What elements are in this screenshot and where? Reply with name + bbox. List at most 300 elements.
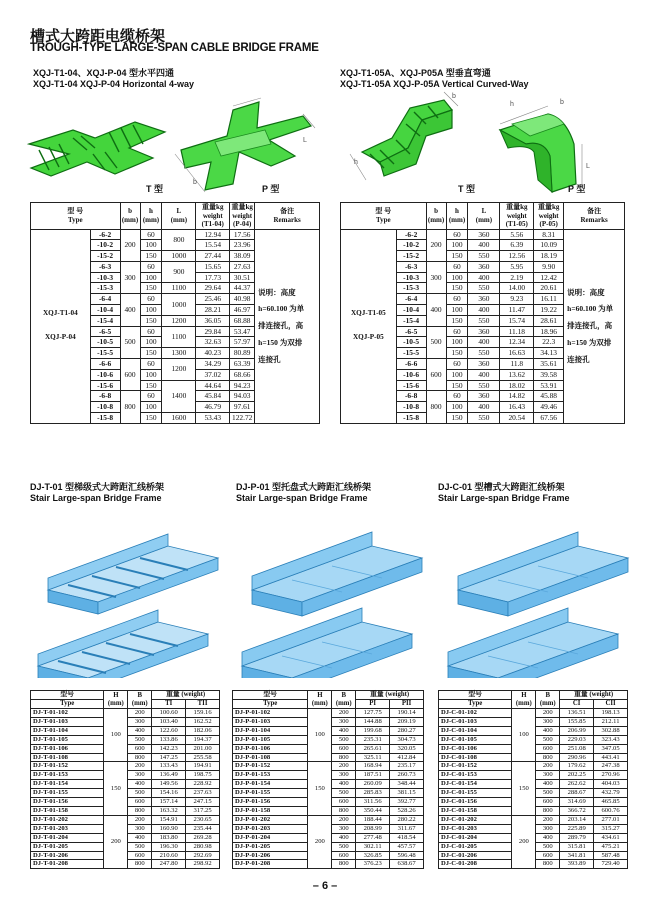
spec-code: -10-2 [396, 240, 426, 251]
bottom-B: 800 [128, 860, 152, 869]
bottom-B: 200 [332, 815, 356, 824]
bottom-weight-a: 122.60 [152, 726, 186, 735]
spec-code: -15-2 [396, 251, 426, 262]
bottom-weight-b: 465.85 [594, 798, 628, 807]
trough-tray-drawing-2 [242, 608, 412, 678]
bottom-weight-a: 290.96 [560, 753, 594, 762]
channel-tray-drawing-2 [448, 608, 618, 678]
bottom-table-p [232, 690, 424, 869]
bottom-H: 150 [104, 762, 128, 815]
svg-text:h: h [510, 101, 514, 108]
bottom-type: DJ-P-01-204 [233, 833, 308, 842]
left-spec-body [31, 229, 320, 423]
bottom-H: 100 [512, 709, 536, 762]
spec-h: 100 [446, 240, 468, 251]
bottom-weight-a: 133.43 [152, 762, 186, 771]
spec-weight-t: 5.56 [500, 229, 534, 240]
L-header: L (mm) [468, 203, 500, 230]
bottom-row [439, 815, 628, 824]
bottom-weight-b: 638.67 [390, 860, 424, 869]
spec-weight-p: 35.61 [534, 359, 564, 370]
bottom-weight-a: 144.88 [356, 717, 390, 726]
bottom-B: 400 [536, 833, 560, 842]
remark-line5: 连接孔 [258, 354, 281, 364]
spec-weight-p: 34.13 [534, 348, 564, 359]
spec-code: -15-6 [90, 380, 120, 391]
bottom-type: DJ-T-01-155 [31, 789, 104, 798]
bottom-weight-a: 314.69 [560, 798, 594, 807]
spec-weight-t: 11.18 [500, 326, 534, 337]
right-section-title [340, 68, 529, 90]
spec-weight-p: 53.47 [230, 326, 255, 337]
spec-L: 550 [468, 251, 500, 262]
bottom-type: DJ-C-01-152 [439, 762, 512, 771]
spec-b: 500 [426, 326, 446, 358]
bottom-type: DJ-C-01-106 [439, 744, 512, 753]
bottom-type: DJ-P-01-202 [233, 815, 308, 824]
bottom-weight-a: 206.99 [560, 726, 594, 735]
bottom-weight-b: 298.92 [186, 860, 220, 869]
bottom-type-header-en: Type [31, 700, 104, 709]
spec-h: 60 [140, 359, 162, 370]
spec-h: 150 [446, 283, 468, 294]
spec-L: 550 [468, 380, 500, 391]
bottom-B: 800 [332, 860, 356, 869]
bottom-B: 300 [536, 717, 560, 726]
bottom-B: 800 [536, 753, 560, 762]
spec-code: -15-8 [90, 413, 120, 424]
remark-line5: 连接孔 [567, 354, 590, 364]
spec-weight-t: 16.43 [500, 402, 534, 413]
bottom-weight-a: 229.03 [560, 735, 594, 744]
bottom-B-header: B (mm) [536, 691, 560, 709]
svg-text:h: h [354, 159, 358, 166]
spec-L: 1100 [162, 326, 196, 348]
bottom-weight-b: 280.22 [390, 815, 424, 824]
right-spec-table [340, 202, 625, 424]
bottom-type: DJ-T-01-203 [31, 824, 104, 833]
bottom-B: 300 [128, 824, 152, 833]
svg-text:b: b [452, 93, 456, 100]
spec-L: 360 [468, 229, 500, 240]
bottom-type: DJ-P-01-205 [233, 842, 308, 851]
bottom-type: DJ-C-01-202 [439, 815, 512, 824]
bottom-B: 600 [536, 744, 560, 753]
bottom-type-header-en: Type [439, 700, 512, 709]
spec-code: -10-2 [90, 240, 120, 251]
spec-weight-t: 53.43 [196, 413, 230, 424]
bottom-B-header: B (mm) [128, 691, 152, 709]
remark-line2: h=60.100 为单 [258, 304, 305, 314]
spec-h: 100 [446, 305, 468, 316]
bottom-weight-b: 235.17 [390, 762, 424, 771]
spec-h: 150 [140, 413, 162, 424]
bottom-type: DJ-P-01-153 [233, 771, 308, 780]
bottom-B: 200 [536, 815, 560, 824]
spec-row [31, 229, 320, 240]
spec-code: -10-6 [90, 369, 120, 380]
spec-L: 900 [162, 261, 196, 283]
spec-code: -10-8 [396, 402, 426, 413]
spec-weight-t: 18.02 [500, 380, 534, 391]
bottom-weight-a: 160.90 [152, 824, 186, 833]
bottom-weight-b: 270.96 [594, 771, 628, 780]
spec-h: 100 [140, 272, 162, 283]
spec-weight-p: 122.72 [230, 413, 255, 424]
spec-code: -6-5 [396, 326, 426, 337]
spec-L: 1600 [162, 413, 196, 424]
bottom-type: DJ-P-01-208 [233, 860, 308, 869]
spec-h: 150 [446, 413, 468, 424]
bottom-B: 600 [128, 798, 152, 807]
bottom-col-b-header: CII [594, 700, 628, 709]
page-title-cn: 槽式大跨距电缆桥架 [30, 28, 166, 45]
spec-type-group [341, 229, 397, 423]
spec-h: 100 [140, 305, 162, 316]
bottom-H: 150 [512, 762, 536, 815]
bottom-B: 600 [332, 744, 356, 753]
bottom-type: DJ-C-01-153 [439, 771, 512, 780]
bottom-type: DJ-T-01-105 [31, 735, 104, 744]
spec-code: -15-6 [396, 380, 426, 391]
svg-text:L: L [303, 137, 307, 144]
spec-L: 550 [468, 315, 500, 326]
spec-h: 100 [140, 240, 162, 251]
bottom-weight-a: 187.51 [356, 771, 390, 780]
type-header: 型 号 Type [341, 203, 427, 230]
left-section-title-line1: XQJ-T1-04、XQJ-P-04 型水平四通 [33, 68, 175, 78]
spec-L: 800 [162, 229, 196, 251]
spec-weight-p: 22.3 [534, 337, 564, 348]
bottom-B: 500 [128, 789, 152, 798]
spec-weight-t: 11.47 [500, 305, 534, 316]
bottom-title-c [438, 482, 570, 504]
bottom-weight-b: 269.28 [186, 833, 220, 842]
spec-L: 400 [468, 337, 500, 348]
bottom-H: 150 [308, 762, 332, 815]
bottom-H: 200 [308, 815, 332, 868]
bottom-B: 800 [332, 806, 356, 815]
bottom-weight-b: 280.27 [390, 726, 424, 735]
spec-weight-t: 9.23 [500, 294, 534, 305]
spec-h: 60 [446, 229, 468, 240]
spec-b: 500 [120, 326, 140, 358]
bottom-weight-b: 381.15 [390, 789, 424, 798]
bottom-B: 800 [536, 860, 560, 869]
bottom-B: 400 [536, 780, 560, 789]
spec-code: -6-4 [90, 294, 120, 305]
bottom-title-t-cn: DJ-T-01 型梯级式大跨距汇线桥架 [30, 482, 165, 492]
bottom-type: DJ-C-01-206 [439, 851, 512, 860]
bottom-type: DJ-C-01-204 [439, 833, 512, 842]
bottom-type: DJ-C-01-104 [439, 726, 512, 735]
bottom-B: 200 [128, 762, 152, 771]
page-number: – 6 – [312, 880, 338, 892]
bottom-weight-b: 528.26 [390, 806, 424, 815]
bottom-weight-a: 136.49 [152, 771, 186, 780]
bottom-weight-a: 157.14 [152, 798, 186, 807]
spec-weight-t: 32.63 [196, 337, 230, 348]
bottom-col-b-header: TII [186, 700, 220, 709]
bottom-H-header: H (mm) [512, 691, 536, 709]
bottom-type-header-en: Type [233, 700, 308, 709]
bottom-type: DJ-P-01-154 [233, 780, 308, 789]
spec-type-group-2: XQJ-P-05 [352, 333, 384, 342]
spec-code: -10-3 [396, 272, 426, 283]
spec-h: 100 [446, 337, 468, 348]
bottom-B: 500 [128, 735, 152, 744]
bottom-row [233, 762, 424, 771]
spec-remarks [564, 229, 625, 423]
spec-L: 400 [468, 272, 500, 283]
spec-weight-t: 46.79 [196, 402, 230, 413]
spec-L: 360 [468, 294, 500, 305]
bottom-type: DJ-C-01-158 [439, 806, 512, 815]
bottom-B: 800 [128, 753, 152, 762]
b-header: b (mm) [426, 203, 446, 230]
bottom-H: 100 [308, 709, 332, 762]
page-title-en: TROUGH-TYPE LARGE-SPAN CABLE BRIDGE FRAME [30, 42, 319, 54]
spec-code: -6-2 [396, 229, 426, 240]
bottom-weight-a: 260.09 [356, 780, 390, 789]
spec-b: 200 [426, 229, 446, 261]
spec-code: -15-4 [90, 315, 120, 326]
bottom-weight-a: 136.51 [560, 709, 594, 718]
bottom-H: 200 [512, 815, 536, 868]
spec-b: 400 [426, 294, 446, 326]
remark-line3: 排连接孔，高 [567, 321, 613, 331]
bottom-B: 800 [128, 806, 152, 815]
bottom-weight-b: 209.19 [390, 717, 424, 726]
bottom-weight-a: 277.48 [356, 833, 390, 842]
spec-code: -6-3 [396, 261, 426, 272]
bottom-weight-b: 198.75 [186, 771, 220, 780]
spec-b: 300 [120, 261, 140, 293]
bottom-weight-a: 203.14 [560, 815, 594, 824]
bottom-col-b-header: PII [390, 700, 424, 709]
bottom-type: DJ-C-01-108 [439, 753, 512, 762]
bottom-type: DJ-C-01-105 [439, 735, 512, 744]
spec-weight-t: 37.02 [196, 369, 230, 380]
left-section-title [33, 68, 194, 90]
bottom-H: 100 [104, 709, 128, 762]
bottom-weight-b: 311.67 [390, 824, 424, 833]
bottom-type: DJ-P-01-106 [233, 744, 308, 753]
b-header: b (mm) [120, 203, 140, 230]
bottom-B: 300 [332, 717, 356, 726]
spec-weight-p: 9.90 [534, 261, 564, 272]
spec-L: 400 [468, 369, 500, 380]
spec-weight-p: 44.37 [230, 283, 255, 294]
bottom-B: 500 [536, 842, 560, 851]
bottom-weight-a: 163.32 [152, 806, 186, 815]
spec-code: -6-5 [90, 326, 120, 337]
bottom-type-header-cn: 型号 [439, 691, 512, 700]
spec-L: 360 [468, 326, 500, 337]
spec-h: 100 [140, 369, 162, 380]
bottom-weight-b: 247.38 [594, 762, 628, 771]
remarks-header: 备注 Remarks [255, 203, 320, 230]
t-type-curve-drawing [350, 92, 458, 180]
spec-L: 550 [468, 413, 500, 424]
type-header: 型 号 Type [31, 203, 121, 230]
spec-h: 60 [446, 391, 468, 402]
bottom-weight-b: 304.73 [390, 735, 424, 744]
spec-weight-t: 45.84 [196, 391, 230, 402]
spec-weight-t: 13.62 [500, 369, 534, 380]
bottom-B: 600 [128, 744, 152, 753]
spec-code: -10-6 [396, 369, 426, 380]
spec-L: 360 [468, 391, 500, 402]
bottom-B: 400 [128, 833, 152, 842]
bottom-col-a-header: CI [560, 700, 594, 709]
bottom-weight-b: 434.61 [594, 833, 628, 842]
bottom-type: DJ-T-01-158 [31, 806, 104, 815]
spec-L: 1000 [162, 294, 196, 316]
spec-weight-p: 67.56 [534, 413, 564, 424]
bottom-B: 600 [332, 851, 356, 860]
bottom-weight-b: 201.00 [186, 744, 220, 753]
bottom-row [31, 762, 220, 771]
bottom-type: DJ-T-01-153 [31, 771, 104, 780]
spec-weight-p: 39.58 [534, 369, 564, 380]
bottom-row [31, 709, 220, 718]
weight-t-header: 重量kg weight (T1-05) [500, 203, 534, 230]
spec-b: 300 [426, 261, 446, 293]
bottom-type: DJ-P-01-158 [233, 806, 308, 815]
spec-weight-p: 18.19 [534, 251, 564, 262]
bottom-weight-a: 341.81 [560, 851, 594, 860]
bottom-weight-b: 392.77 [390, 798, 424, 807]
bottom-B: 200 [128, 815, 152, 824]
bottom-type: DJ-P-01-103 [233, 717, 308, 726]
bottom-type: DJ-P-01-203 [233, 824, 308, 833]
spec-L: 360 [468, 359, 500, 370]
spec-type-group [31, 229, 91, 423]
spec-type-group-1: XQJ-T1-04 [42, 309, 78, 318]
bottom-type: DJ-P-01-156 [233, 798, 308, 807]
right-spec-body [341, 229, 625, 423]
bottom-weight-a: 251.08 [560, 744, 594, 753]
spec-code: -6-8 [90, 391, 120, 402]
bottom-weight-b: 315.27 [594, 824, 628, 833]
spec-weight-p: 28.61 [534, 315, 564, 326]
bottom-weight-a: 285.83 [356, 789, 390, 798]
bottom-B: 400 [536, 726, 560, 735]
spec-h: 100 [140, 402, 162, 413]
spec-code: -10-8 [90, 402, 120, 413]
spec-code: -10-5 [396, 337, 426, 348]
spec-code: -6-8 [396, 391, 426, 402]
spec-h: 60 [140, 391, 162, 402]
spec-b: 600 [426, 359, 446, 391]
spec-code: -10-5 [90, 337, 120, 348]
bottom-type: DJ-T-01-102 [31, 709, 104, 718]
bottom-weight-a: 188.44 [356, 815, 390, 824]
spec-code: -15-3 [396, 283, 426, 294]
bottom-B: 500 [536, 735, 560, 744]
bottom-weight-b: 198.13 [594, 709, 628, 718]
bottom-title-p [236, 482, 371, 504]
bottom-weight-a: 208.99 [356, 824, 390, 833]
spec-weight-p: 27.63 [230, 261, 255, 272]
bottom-weight-b: 317.25 [186, 806, 220, 815]
bottom-title-p-en: Stair Large-span Bridge Frame [236, 493, 368, 503]
spec-code: -15-4 [396, 315, 426, 326]
spec-weight-p: 8.31 [534, 229, 564, 240]
bottom-title-t-en: Stair Large-span Bridge Frame [30, 493, 162, 503]
left-spec-header-row [31, 203, 320, 230]
spec-code: -6-4 [396, 294, 426, 305]
spec-b: 600 [120, 359, 140, 391]
spec-code: -15-5 [90, 348, 120, 359]
spec-weight-p: 68.88 [230, 315, 255, 326]
svg-text:b: b [193, 179, 197, 186]
bottom-weight-a: 262.62 [560, 780, 594, 789]
bottom-weight-a: 247.80 [152, 860, 186, 869]
bottom-B-header: B (mm) [332, 691, 356, 709]
spec-weight-t: 36.05 [196, 315, 230, 326]
channel-tray-drawing-1 [458, 532, 628, 616]
bottom-weight-a: 302.11 [356, 842, 390, 851]
bottom-weight-a: 311.56 [356, 798, 390, 807]
bottom-type: DJ-T-01-103 [31, 717, 104, 726]
weight-p-header: 重量kg weight (P-05) [534, 203, 564, 230]
spec-weight-t: 11.8 [500, 359, 534, 370]
bottom-weight-b: 418.54 [390, 833, 424, 842]
bottom-title-c-cn: DJ-C-01 型槽式大跨距汇线桥架 [438, 482, 565, 492]
spec-weight-p: 12.42 [534, 272, 564, 283]
bottom-B: 400 [332, 780, 356, 789]
bottom-weight-b: 587.48 [594, 851, 628, 860]
remark-line4: h=150 为双排 [567, 338, 612, 348]
bottom-table-t [30, 690, 220, 869]
spec-L: 1000 [162, 251, 196, 262]
bottom-weight-b: 277.01 [594, 815, 628, 824]
bottom-row [439, 762, 628, 771]
spec-h: 60 [446, 294, 468, 305]
spec-L: 1200 [162, 315, 196, 326]
weight-t-header: 重量kg weight (T1-04) [196, 203, 230, 230]
spec-weight-p: 38.09 [230, 251, 255, 262]
bottom-type: DJ-P-01-108 [233, 753, 308, 762]
spec-weight-t: 27.44 [196, 251, 230, 262]
bottom-header-row [439, 691, 628, 700]
spec-h: 100 [446, 272, 468, 283]
spec-weight-t: 34.29 [196, 359, 230, 370]
spec-b: 800 [120, 391, 140, 423]
bottom-B: 500 [332, 735, 356, 744]
bottom-B: 200 [536, 762, 560, 771]
spec-weight-t: 29.84 [196, 326, 230, 337]
spec-weight-t: 6.39 [500, 240, 534, 251]
left-label-p: P 型 [262, 184, 280, 194]
bottom-type: DJ-T-01-204 [31, 833, 104, 842]
spec-L: 550 [468, 348, 500, 359]
bottom-weight-a: 202.25 [560, 771, 594, 780]
spec-weight-t: 25.46 [196, 294, 230, 305]
bottom-type-header-cn: 型号 [233, 691, 308, 700]
bottom-B: 300 [536, 824, 560, 833]
bottom-weight-a: 199.68 [356, 726, 390, 735]
spec-weight-t: 28.21 [196, 305, 230, 316]
spec-weight-p: 16.11 [534, 294, 564, 305]
right-label-t: T 型 [458, 184, 475, 194]
bottom-weight-a: 147.25 [152, 753, 186, 762]
spec-weight-t: 12.56 [500, 251, 534, 262]
bottom-B: 300 [332, 824, 356, 833]
spec-weight-t: 15.74 [500, 315, 534, 326]
